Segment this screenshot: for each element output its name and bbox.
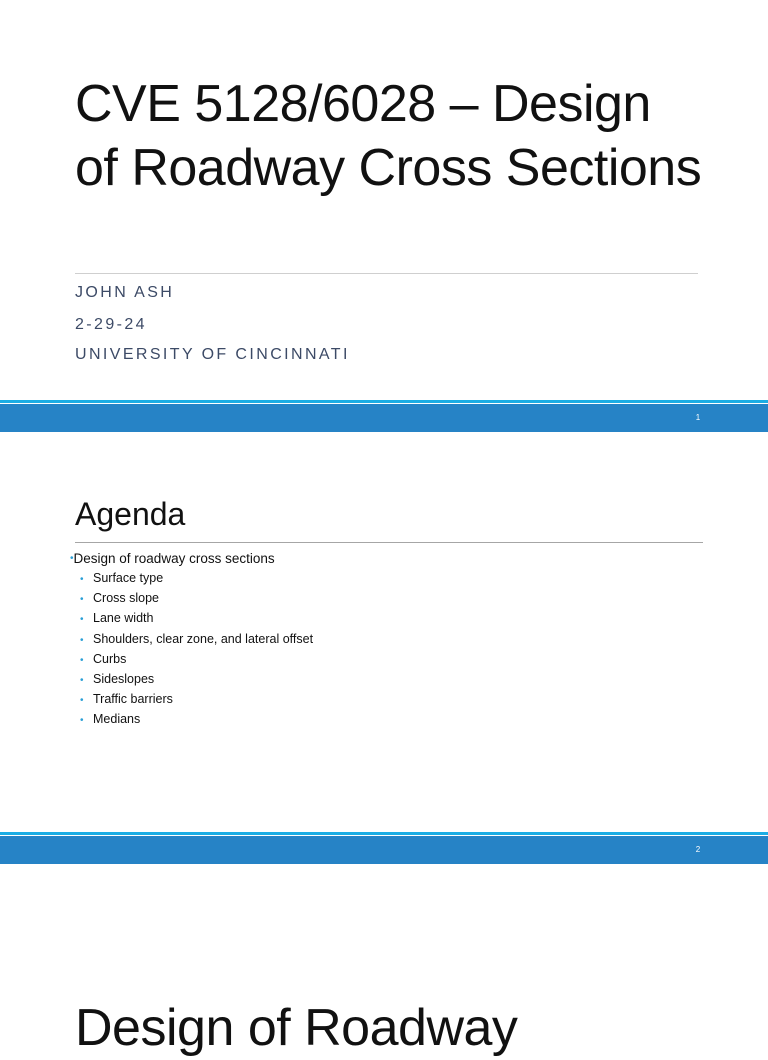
list-item-text: Surface type	[93, 571, 164, 585]
slide-2	[0, 432, 768, 864]
bullet-icon: •	[80, 695, 84, 707]
bullet-icon: •	[80, 674, 84, 686]
list-item	[80, 712, 313, 732]
institution-name: UNIVERSITY OF CINCINNATI	[75, 346, 350, 363]
slide-1	[0, 0, 768, 432]
presentation-date: 2-29-24	[75, 316, 147, 333]
list-item	[80, 571, 313, 591]
list-item-text: Medians	[93, 712, 141, 727]
bullet-icon: •	[80, 634, 84, 646]
slide-title: Design of Roadway	[75, 999, 518, 1057]
list-item-text: Curbs	[93, 651, 127, 666]
agenda-sub-list	[80, 571, 313, 733]
list-item	[80, 692, 313, 712]
list-item-text: Traffic barriers	[93, 692, 173, 707]
agenda-main-bullet	[70, 551, 275, 566]
list-item-text: Lane width	[93, 611, 154, 626]
list-item	[80, 632, 313, 652]
footer-band	[0, 404, 768, 432]
agenda-title: Agenda	[75, 496, 186, 532]
slide-footer	[0, 400, 768, 432]
list-item	[80, 652, 313, 672]
agenda-divider	[75, 542, 703, 543]
slide-3	[0, 864, 768, 1057]
list-item-text: Sideslopes	[93, 671, 155, 686]
footer-accent-stripe	[0, 400, 768, 403]
bullet-icon: •	[80, 715, 84, 727]
list-item	[80, 611, 313, 631]
list-item-text: Cross slope	[93, 591, 159, 606]
author-name: JOHN ASH	[75, 284, 175, 301]
list-item-text: Shoulders, clear zone, and lateral offset	[93, 631, 314, 646]
slide-footer	[0, 832, 768, 864]
bullet-icon: •	[80, 614, 84, 626]
page-number: 2	[695, 845, 701, 854]
bullet-icon: •	[80, 574, 84, 585]
list-item	[80, 672, 313, 692]
slide-title: CVE 5128/6028 – Design of Roadway Cross Sections	[75, 75, 702, 197]
title-divider	[75, 273, 698, 274]
agenda-main-text: Design of roadway cross sections	[73, 551, 275, 566]
list-item	[80, 591, 313, 611]
bullet-icon: •	[70, 553, 74, 564]
footer-accent-stripe	[0, 832, 768, 835]
footer-band	[0, 836, 768, 864]
bullet-icon: •	[80, 654, 84, 666]
bullet-icon: •	[80, 594, 84, 606]
page-number: 1	[695, 413, 701, 422]
